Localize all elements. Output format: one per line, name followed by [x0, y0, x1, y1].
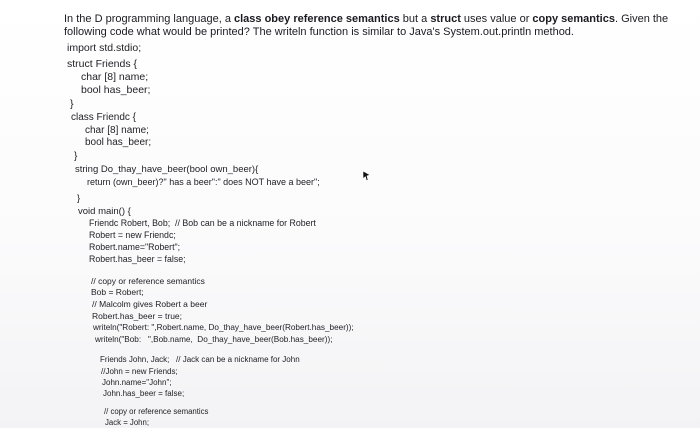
code-line: John.name="John"; — [102, 378, 172, 387]
question-bold-term: reference semantics — [293, 13, 400, 25]
code-line: Friendc Robert, Bob; // Bob can be a nickname for Robert — [89, 218, 316, 228]
code-line: John.has_beer = false; — [103, 389, 185, 398]
code-line: struct Friends { — [67, 58, 138, 70]
code-line: writeln("Bob: ",Bob.name, Do_thay_have_beer(Bob.has_beer)); — [95, 335, 333, 344]
code-line: Jack = John; — [105, 418, 149, 427]
code-line: Friends John, Jack; // Jack can be a nickname for John — [100, 355, 300, 364]
code-line: } — [74, 151, 78, 162]
code-line: class Friendc { — [71, 112, 137, 123]
code-line: writeln("Robert: ",Robert.name, Do_thay_have_beer(Robert.has_beer)); — [93, 323, 354, 332]
code-line: char [8] name; — [85, 125, 149, 136]
code-line: } — [70, 98, 74, 110]
code-line: //John = new Friends; — [101, 367, 178, 376]
question-text-part: but a — [399, 13, 431, 25]
code-line: Bob = Robert; — [91, 287, 144, 297]
question-text-part: uses value or — [460, 13, 533, 25]
mouse-pointer-icon — [362, 170, 372, 182]
code-line: Robert.name="Robert"; — [89, 242, 181, 252]
code-line: Robert.has_beer = false; — [89, 254, 186, 264]
question-bold-term: copy semantics — [532, 13, 615, 25]
question-bold-term: struct — [430, 13, 461, 25]
question-text — [64, 13, 694, 39]
question-bold-term: class obey — [234, 13, 291, 25]
code-line: import std.stdio; — [67, 42, 142, 54]
code-line: char [8] name; — [81, 71, 149, 83]
question-text-part: . Given the following code what would be printed? The writeln function is similar to Java's System.out.println method. — [64, 13, 669, 38]
code-line: // copy or reference semantics — [91, 276, 205, 286]
code-line: bool has_beer; — [85, 137, 152, 148]
code-line: return (own_beer)?" has a beer":" does NOT have a beer"; — [87, 177, 320, 187]
code-line: string Do_thay_have_beer(bool own_beer){ — [75, 164, 259, 175]
code-line: Robert = new Friendc; — [89, 230, 176, 240]
question-text-part: In the D programming language, a — [64, 13, 234, 25]
code-line: Robert.has_beer = true; — [92, 311, 183, 321]
code-line: // Malcolm gives Robert a beer — [92, 299, 208, 309]
code-line: bool has_beer; — [81, 84, 151, 96]
code-line: void main() { — [78, 206, 131, 217]
code-line: } — [77, 193, 81, 204]
code-line: // copy or reference semantics — [104, 407, 209, 416]
